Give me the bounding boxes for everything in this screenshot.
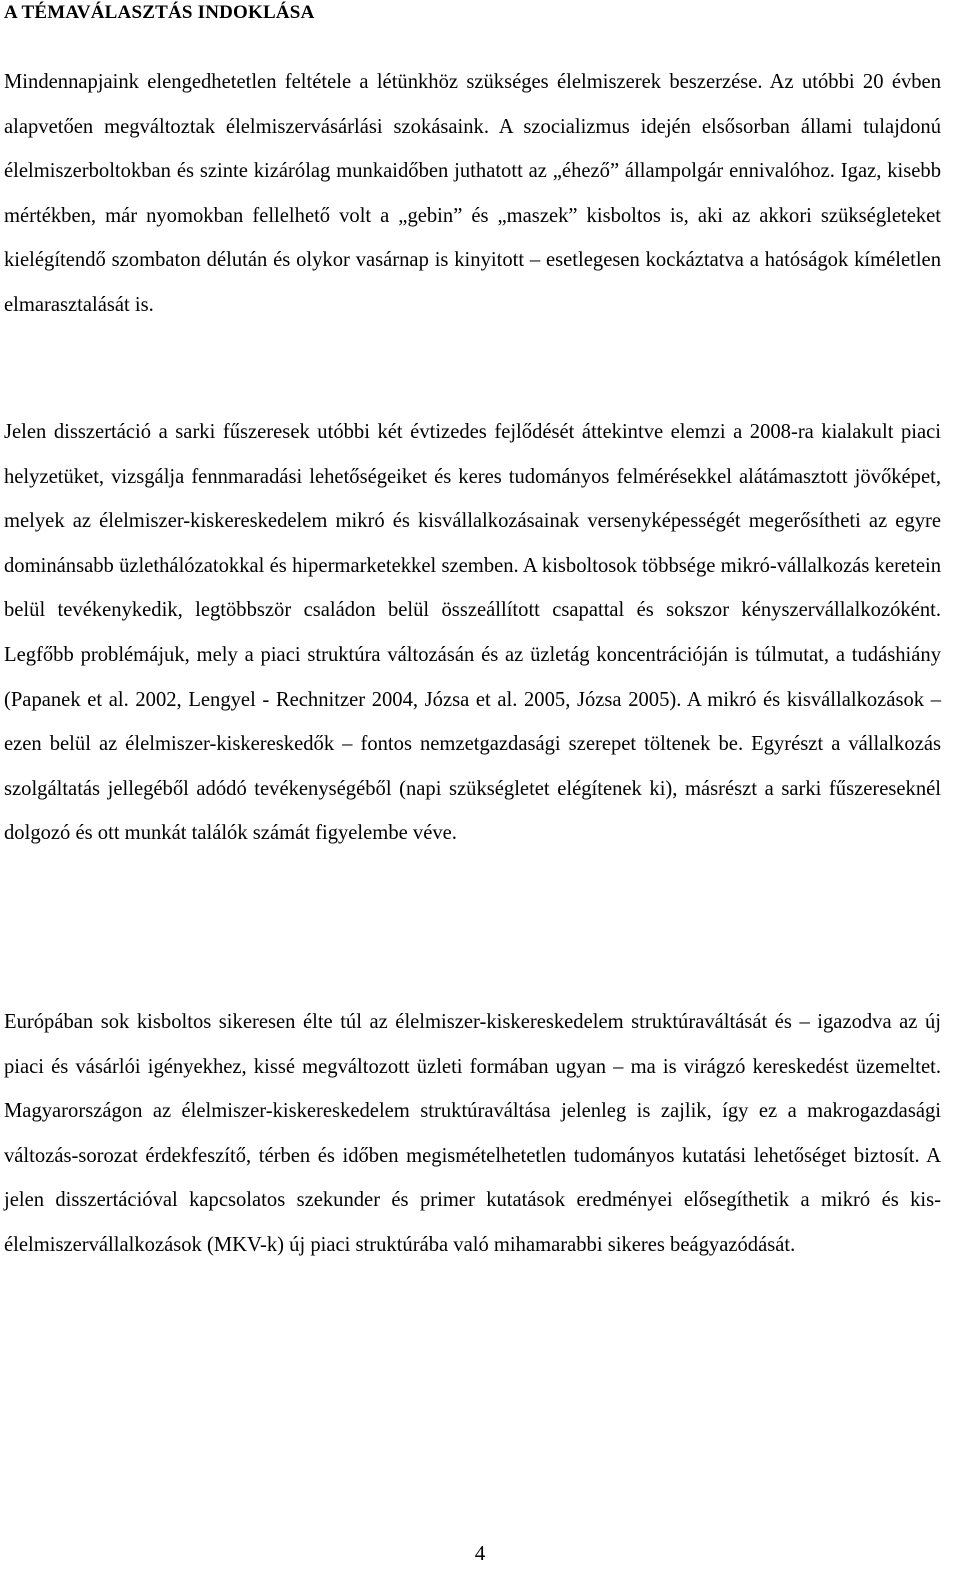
paragraph-1: Mindennapjaink elengedhetetlen feltétele a létünkhöz szükséges élelmiszerek beszerzése. Az utóbbi 20 évben alapvetően megváltoztak élelmiszervásárlási szokásaink. A szocializmus idején elsősorban állami tulajdonú élelmiszerboltokban és szinte kizárólag munkaidőben juthatott az „éhező” állampolgár ennivalóhoz. Igaz, kisebb mértékben, már nyomokban fellelhető volt a „gebin” és „maszek” kisboltos is, aki az akkori szükségleteket kielégítendő szombaton délután és olykor vasárnap is kinyitott – esetlegesen kockáztatva a hatóságok kíméletlen elmarasztalását is. xyxy=(4,71,941,316)
paragraph-3: Európában sok kisboltos sikeresen élte túl az élelmiszer-kiskereskedelem struktúraváltását és – igazodva az új piaci és vásárlói igényekhez, kissé megváltozott üzleti formában ugyan – ma is virágzó kereskedést üzemeltet. Magyarországon az élelmiszer-kiskereskedelem struktúraváltása jelenleg is zajlik, így ez a makrogazdasági változás-sorozat érdekfeszítő, térben és időben megismételhetetlen tudományos kutatási lehetőséget biztosít. A jelen disszertációval kapcsolatos szekunder és primer kutatások eredményei elősegíthetik a mikró és kis-élelmiszervállalkozások (MKV-k) új piaci struktúrába való mihamarabbi sikeres beágyazódását. xyxy=(4,1011,941,1256)
page-number: 4 xyxy=(474,1541,486,1565)
section-heading: A TÉMAVÁLASZTÁS INDOKLÁSA xyxy=(4,2,315,23)
paragraph-2: Jelen disszertáció a sarki fűszeresek utóbbi két évtizedes fejlődését áttekintve elemzi a 2008-ra kialakult piaci helyzetüket, vizsgálja fennmaradási lehetőségeiket és keres tudományos felmérésekkel alátámasztott jövőképet, melyek az élelmiszer-kiskereskedelem mikró és kisvállalkozásainak versenyképességét megerősítheti az egyre dominánsabb üzlethálózatokkal és hipermarketekkel szemben. A kisboltosok többsége mikró-vállalkozás keretein belül tevékenykedik, legtöbbször családon belül összeállított csapattal és sokszor kényszervállalkozóként. Legfőbb problémájuk, mely a piaci struktúra változásán és az üzletág koncentrációján is túlmutat, a tudáshiány (Papanek et al. 2002, Lengyel - Rechnitzer 2004, Józsa et al. 2005, Józsa 2005). A mikró és kisvállalkozások – ezen belül az élelmiszer-kiskereskedők – fontos nemzetgazdasági szerepet töltenek be. Egyrészt a vállalkozás szolgáltatás jellegéből adódó tevékenységéből (napi szükségletet elégítenek ki), másrészt a sarki fűszereseknél dolgozó és ott munkát találók számát figyelembe véve. xyxy=(4,421,941,845)
